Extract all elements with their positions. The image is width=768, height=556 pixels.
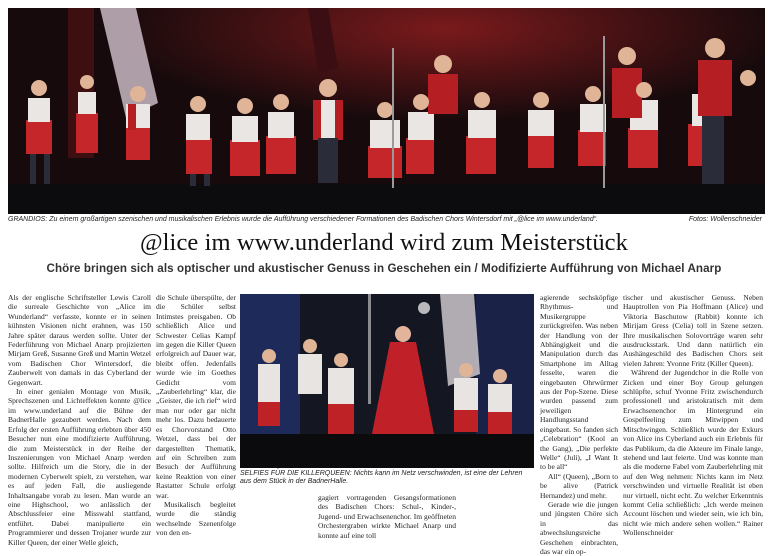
paragraph: gagiert vortragenden Gesangsformationen des Badischen Chors: Schul-, Kinder-, Jugend- und Erwachsenenchor. Im geöffneten Orchestergraben wirkte Michael Anarp und konnte auf eine toll	[318, 493, 456, 540]
article-column-5	[623, 293, 763, 539]
killerqueen-stage-image	[240, 294, 534, 468]
article-column-1	[8, 293, 151, 547]
paragraph: In einer genialen Montage von Musik, Sprechszenen und Lichteffekten konnte @lice im www.underland auf die Bühne der BadnerHalle gezaubert werden. Nach dem Erfolg der ersten Aufführung erlebten über 450 Besucher nun eine modifizierte Aufführung, die zum Meisterstück in der Reihe der Inszenierungen von Michael Anarp werden sollte. Hilfreich um die Story, die in der modernen Cyberwelt spielt, zu verstehen, war es auf jeden Fall, die ausliegende Inhaltsangabe vorab zu lesen. Man wurde an eine Highschool, wo anlässlich der Abschlussfeier eine Misswahl stattfand, entführt. Dabei manipulierte ein Programmierer und dessen Trojaner wurde zur Killer Queen, der einer Welle gleich,	[8, 387, 151, 547]
choir-stage-image	[8, 8, 765, 214]
article-column-3	[318, 493, 456, 539]
paragraph: tischer und akustischer Genuss. Neben Hauptrollen von Pia Hoffmann (Alice) und Viktoria Baschutow (Rabbit) konnte ich Mirijam Gress (Celia) toll in Szene setzen. Ihre musikalischen Solovorträge waren sehr ausdrucksstark. Und dann natürlich ein Aushängeschild des Badischen Chors seit vielen Jahren: Yvonne Fritz (Killer Queen).	[623, 293, 763, 368]
headline: @lice im www.underland wird zum Meisterstück	[139, 229, 629, 256]
paragraph: die Schule überspülte, der die Schüler selbst Intimstes preisgaben. Ob schließlich Alice und Schwester Celias Kampf im gegen die Killer Queen erfolgreich auf Dauer war, bleibt offen. Jedenfalls wurde wie im Goethes Gedicht vom „Zauberlehrling“ klar, die „Geister, die ich rief“ wird man nur oder gar nicht mehr los. Dazu bedauerte es Chorvorstand Otto Wetzel, dass bei der dargestellten Thematik, auf ein Schreiben zum Besuch der Aufführung keine Reaktion von einer Rastatter Schule erfolgt war.	[156, 293, 236, 500]
paragraph: All“ (Queen), „Born to be alive (Patrick Hernandez) und mehr.	[540, 471, 618, 500]
paragraph: Musikalisch begleitet wurde die ständig wechselnde Szenenfolge von den en-	[156, 499, 236, 538]
photo-credit: Fotos: Wollenschneider	[688, 216, 762, 223]
article-column-4	[540, 293, 618, 556]
subheadline: Chöre bringen sich als optischer und akustischer Genuss in Geschehen ein / Modifizierte Aufführung von Michael Anarp	[46, 262, 722, 275]
paragraph: Während der Jugendchor in die Rolle von Zicken und einer Boy Group gelungen schlüpfte, schuf Yvonne Fritz zwischendurch professionell und aristokratisch mit dem Erwachsenenchor im Hintergrund ein Gospelfeeling zum Mitwippen und Mitschwingen. Schließlich wurde der Exkurs von Alice ins Cyberland auch ein Erlebnis für das Publikum, da die Akteure im Finale lange, stehend und laut feierte. Und was konnte man als die moderne Fabel vom Zauberlehrling mit auf den Weg nehmen: Nichts kann im Netz verschwinden und virtuelle Realität ist eben nur virtuell, nicht echt. Zu welcher Erkenntnis kommt Celia schließlich: „Ich werde meinen Account löschen und wieder sein, wie ich bin, nicht wie mich andere sehen wollen.“ Rainer Wollenschneider	[623, 368, 763, 538]
top-photo	[8, 8, 765, 214]
paragraph: Als der englische Schriftsteller Lewis Caroll die surreale Geschichte von „Alice im Wunderland“ verfasste, konnte er in seinen kühnsten Visionen nicht erahnen, was 150 Jahre später daraus werden sollte. Unter der Federführung von Michael Anarp projizierten Mirjam Greß, Susanne Greß und Martin Wetzel vom Badischen Chor Wintersdorf, die Zauberwelt von damals in das Cyberland der Gegenwart.	[8, 293, 151, 387]
article-column-2	[156, 293, 236, 539]
top-photo-caption: GRANDIOS: Zu einem großartigen szenischen und musikalischen Erlebnis wurde die Aufführung verschiedener Formationen des Badischen Chors Wintersdorf mit „@lice im www.underland“.	[8, 216, 598, 223]
inset-photo	[240, 294, 534, 468]
inset-photo-caption: SELFIES FÜR DIE KILLERQUEEN: Nichts kann im Netz verschwinden, ist eine der Lehren aus dem Stück in der BadnerHalle.	[240, 470, 523, 485]
paragraph: agierende sechsköpfige Rhythmus- und Musikergruppe zurückgreifen. Was neben der Handlung von der Abhängigkeit und die Manipulation durch das Smartphone im Alltag fesselte, waren die eingebauten Ohrwürmer aus der Pop-Szene. Diese wurden passend zum jeweiligen Handlungsstand eingebaut. So fanden sich „Celebration“ (Kool an the Gang), „Die perfekte Welle“ (Juli), „I Want It to be all“	[540, 293, 618, 472]
paragraph: Gerade wie die jungen und jüngsten Chöre sich in das abwechslungsreiche Geschehen einbrachten, das war ein op-	[540, 499, 618, 556]
